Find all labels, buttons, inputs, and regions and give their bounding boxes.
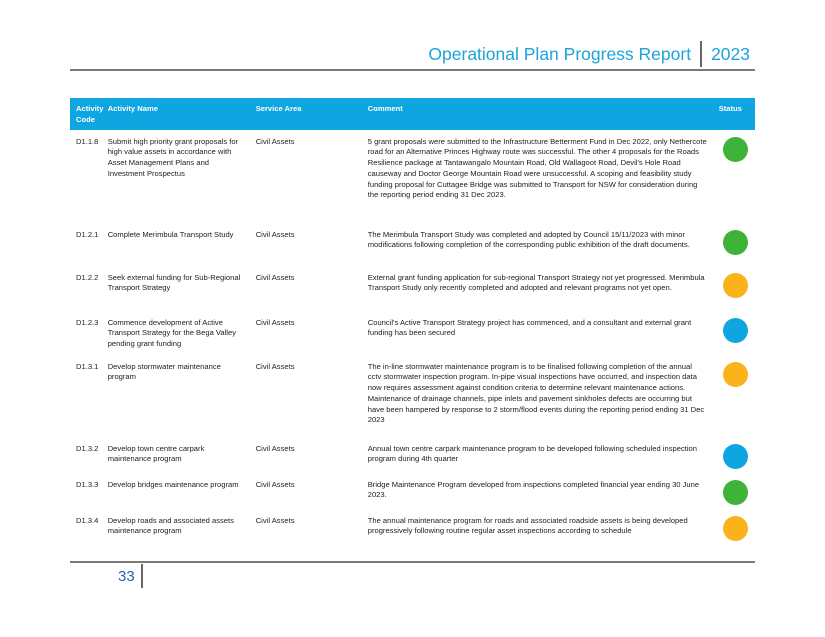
- status-indicator-icon: [723, 230, 748, 255]
- table-row: [70, 130, 755, 223]
- activity-code: D1.2.1: [70, 223, 102, 266]
- status-indicator-icon: [723, 444, 748, 469]
- col-header-activity-name: Activity Name: [107, 104, 158, 113]
- activity-name: Submit high priority grant proposals for high value assets in accordance with Asset Management Plans and Investment Prospectus: [102, 130, 250, 223]
- activity-name: Develop town centre carpark maintenance program: [102, 437, 250, 473]
- comment: The annual maintenance program for roads and associated roadside assets is being developed progressively following routine regular asset inspections according to schedule: [362, 509, 713, 543]
- status-cell: [713, 130, 755, 223]
- status-cell: [713, 437, 755, 473]
- report-year: 2023: [711, 43, 750, 64]
- activity-name: Develop bridges maintenance program: [102, 473, 250, 509]
- table-header-row: [70, 98, 755, 130]
- activity-code: D1.2.3: [70, 311, 102, 355]
- service-area: Civil Assets: [250, 437, 362, 473]
- progress-table: [70, 98, 755, 543]
- activity-name: Seek external funding for Sub-Regional Transport Strategy: [102, 266, 250, 311]
- header-rule: [70, 69, 755, 71]
- status-indicator-icon: [723, 273, 748, 298]
- service-area: Civil Assets: [250, 473, 362, 509]
- status-cell: [713, 355, 755, 437]
- activity-code: D1.3.2: [70, 437, 102, 473]
- comment: The in-line stormwater maintenance program is to be finalised following completion of the annual cctv stormwater inspection program. In-pipe visual inspections have occurred, and inspection data now requires assessment against condition criteria to determine relevant maintenance actions. Maintenance of drainage channels, pipe inlets and pavement sinkholes defects are occurring but have been hampered by response to 2 storm/flood events during the reporting period ending 31 Dec 2023: [362, 355, 713, 437]
- activity-code: D1.3.3: [70, 473, 102, 509]
- col-header-activity-code: Activity Code: [76, 104, 104, 124]
- comment: Annual town centre carpark maintenance program to be developed following scheduled inspection program during 4th quarter: [362, 437, 713, 473]
- activity-name: Develop stormwater maintenance program: [102, 355, 250, 437]
- table-row: [70, 509, 755, 543]
- service-area: Civil Assets: [250, 311, 362, 355]
- service-area: Civil Assets: [250, 223, 362, 266]
- service-area: Civil Assets: [250, 355, 362, 437]
- table-row: [70, 355, 755, 437]
- status-indicator-icon: [723, 362, 748, 387]
- status-cell: [713, 223, 755, 266]
- activity-name: Complete Merimbula Transport Study: [102, 223, 250, 266]
- status-cell: [713, 311, 755, 355]
- status-indicator-icon: [723, 516, 748, 541]
- page-number: 33: [118, 567, 135, 585]
- status-cell: [713, 473, 755, 509]
- service-area: Civil Assets: [250, 130, 362, 223]
- activity-code: D1.1.8: [70, 130, 102, 223]
- col-header-service-area: Service Area: [255, 104, 302, 113]
- page-footer: [118, 563, 143, 589]
- comment: External grant funding application for sub-regional Transport Strategy not yet progressed. Merimbula Transport Study only recently completed and adopted and relevant programs not yet open.: [362, 266, 713, 311]
- comment: 5 grant proposals were submitted to the Infrastructure Betterment Fund in Dec 2022, only Nethercote road for an Alternative Princes Highway route was successful. The other 4 proposals for the Roads Resilience package at Tantawangalo Mountain Road, Old Wallagoot Road, Devil's Hole Road causeway and Doctor George Mountain Road were unsuccessful. A scoping and feasibility study funding proposal for Cuttagee Bridge was submitted to Transport for NSW for consideration during the reporting period ending 31 Dec 2023.: [362, 130, 713, 223]
- status-cell: [713, 266, 755, 311]
- table-row: [70, 266, 755, 311]
- footer-rule: [70, 561, 755, 563]
- table-row: [70, 223, 755, 266]
- col-header-comment: Comment: [367, 104, 403, 113]
- status-indicator-icon: [723, 137, 748, 162]
- table-row: [70, 311, 755, 355]
- status-cell: [713, 509, 755, 543]
- activity-code: D1.3.4: [70, 509, 102, 543]
- footer-divider: [141, 564, 143, 588]
- table-row: [70, 473, 755, 509]
- activity-name: Develop roads and associated assets maintenance program: [102, 509, 250, 543]
- comment: Bridge Maintenance Program developed from inspections completed financial year ending 30 June 2023.: [362, 473, 713, 509]
- page-header: [70, 38, 755, 70]
- activity-name: Commence development of Active Transport Strategy for the Bega Valley pending grant funding: [102, 311, 250, 355]
- comment: Council's Active Transport Strategy project has commenced, and a consultant and external grant funding has been secured: [362, 311, 713, 355]
- report-title-group: [428, 38, 755, 70]
- status-indicator-icon: [723, 480, 748, 505]
- service-area: Civil Assets: [250, 266, 362, 311]
- title-divider: [700, 41, 702, 67]
- col-header-status: Status: [718, 104, 742, 113]
- activity-code: D1.3.1: [70, 355, 102, 437]
- service-area: Civil Assets: [250, 509, 362, 543]
- report-title: Operational Plan Progress Report: [428, 43, 692, 64]
- activity-code: D1.2.2: [70, 266, 102, 311]
- status-indicator-icon: [723, 318, 748, 343]
- comment: The Merimbula Transport Study was completed and adopted by Council 15/11/2023 with minor modifications following completion of the corresponding public exhibition of the draft documents.: [362, 223, 713, 266]
- table-row: [70, 437, 755, 473]
